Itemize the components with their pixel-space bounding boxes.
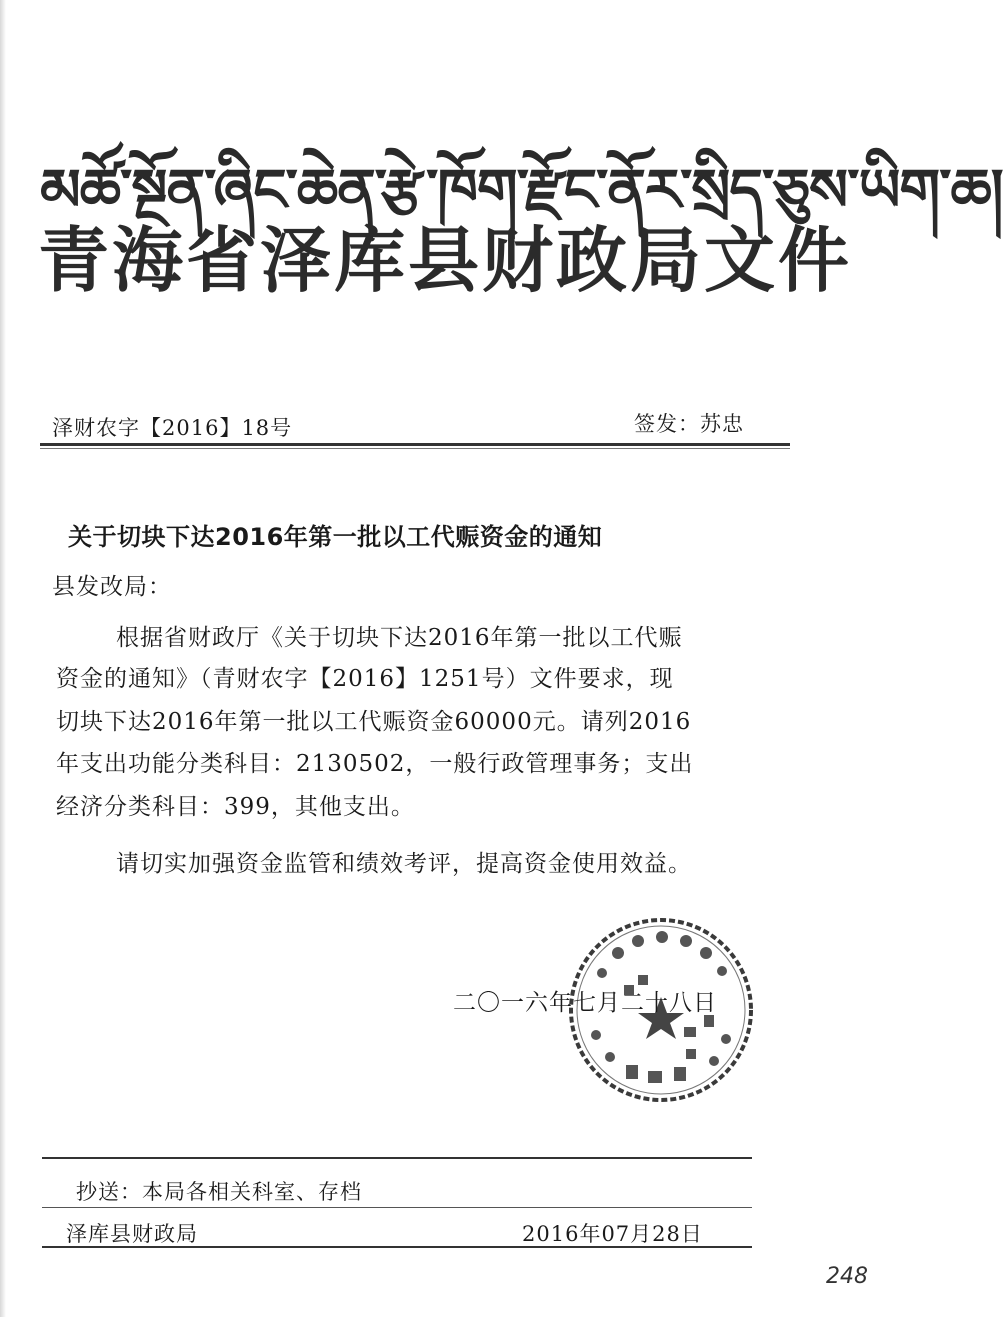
tibetan-title: མཚོ་སྔོན་ཞིང་ཆེན་རྩེ་ཁོག་རྫོང་ནོར་སྲིད་ཅུས་ཡིག་ཆ། [40,156,1003,224]
footer-divider-top [42,1157,752,1159]
notice-title: 关于切块下达2016年第一批以工代赈资金的通知 [68,523,603,551]
header-divider [40,443,790,446]
signer: 签发：苏忠 [634,412,744,436]
footer-issuer: 泽库县财政局 [66,1222,198,1246]
body-line: 请切实加强资金监管和绩效考评，提高资金使用效益。 [116,851,692,877]
page-number: 248 [826,1264,868,1289]
footer-divider-mid [42,1207,752,1208]
body-line: 根据省财政厅《关于切块下达2016年第一批以工代赈 [116,625,683,651]
document-number: 泽财农字【2016】18号 [52,416,293,440]
document-title: 青海省泽库县财政局文件 [38,219,853,302]
body-line: 年支出功能分类科目：2130502，一般行政管理事务；支出 [56,751,694,777]
header-divider-thin [40,448,790,449]
footer-divider-bottom [42,1246,752,1248]
cc-list: 抄送：本局各相关科室、存档 [76,1180,362,1204]
recipient: 县发改局： [52,574,172,600]
notice-date: 二〇一六年七月二十八日 [453,990,717,1016]
scan-edge [0,0,6,1317]
body-line: 资金的通知》（青财农字【2016】1251号）文件要求，现 [56,666,674,692]
body-line: 经济分类科目：399，其他支出。 [56,794,415,820]
footer-date: 2016年07月28日 [522,1222,703,1246]
body-line: 切块下达2016年第一批以工代赈资金60000元。请列2016 [56,709,692,735]
